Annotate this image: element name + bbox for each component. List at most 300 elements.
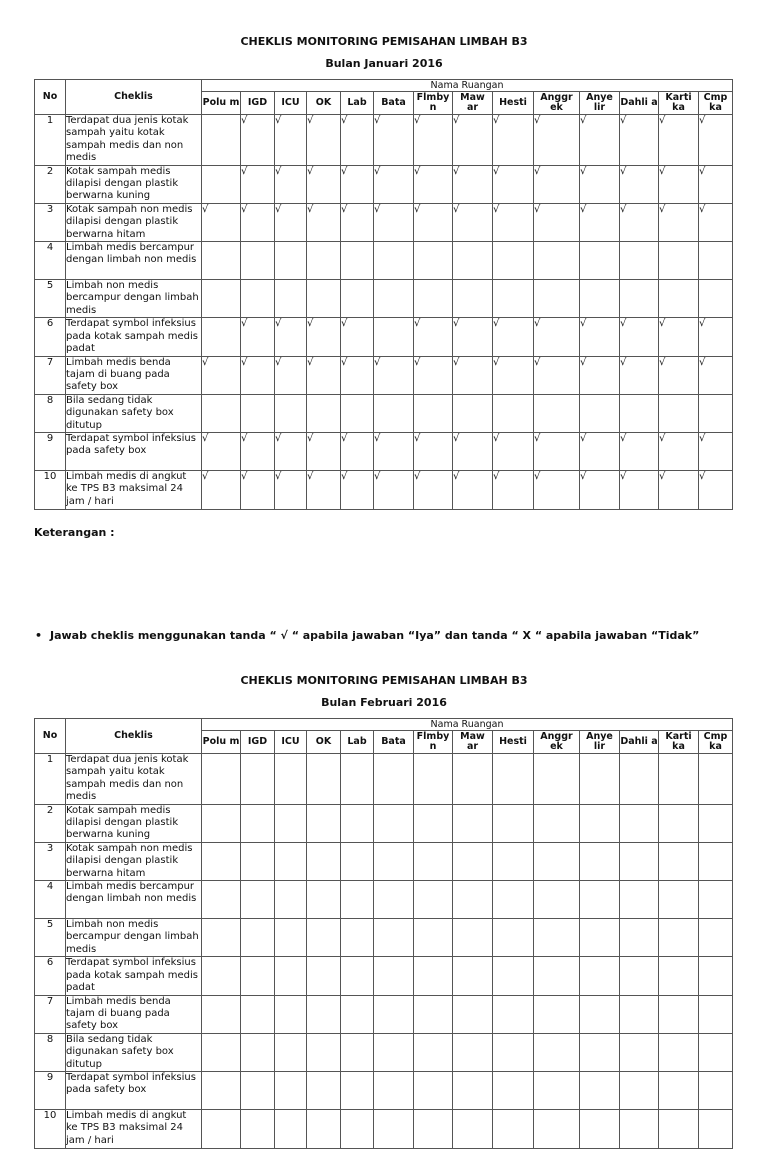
check-cell[interactable] [414, 995, 453, 1033]
check-cell[interactable] [580, 280, 620, 318]
check-cell[interactable]: √ [414, 115, 453, 166]
check-cell[interactable]: √ [580, 165, 620, 203]
check-cell[interactable] [659, 957, 699, 995]
check-cell[interactable]: √ [620, 432, 659, 470]
check-cell[interactable]: √ [620, 470, 659, 509]
table-row [35, 115, 733, 166]
check-cell[interactable] [414, 957, 453, 995]
check-cell[interactable]: √ [374, 115, 414, 166]
check-cell[interactable] [453, 394, 493, 432]
check-cell[interactable] [374, 804, 414, 842]
check-cell[interactable] [493, 242, 534, 280]
check-cell[interactable] [307, 804, 341, 842]
check-cell[interactable] [275, 1071, 307, 1109]
check-cell[interactable]: √ [307, 203, 341, 241]
check-cell[interactable] [580, 242, 620, 280]
check-cell[interactable] [534, 804, 580, 842]
check-cell[interactable] [275, 394, 307, 432]
check-cell[interactable] [275, 1109, 307, 1148]
check-cell[interactable] [414, 1071, 453, 1109]
check-cell[interactable] [699, 754, 733, 805]
check-cell[interactable] [275, 804, 307, 842]
check-cell[interactable] [414, 242, 453, 280]
check-cell[interactable]: √ [580, 470, 620, 509]
check-cell[interactable]: √ [341, 432, 374, 470]
check-cell[interactable] [202, 804, 241, 842]
check-cell[interactable]: √ [534, 470, 580, 509]
check-cell[interactable] [341, 804, 374, 842]
check-cell[interactable] [202, 115, 241, 166]
check-cell[interactable]: √ [241, 115, 275, 166]
check-cell[interactable]: √ [341, 203, 374, 241]
check-cell[interactable]: √ [241, 356, 275, 394]
check-cell[interactable]: √ [307, 115, 341, 166]
check-cell[interactable] [202, 919, 241, 957]
check-cell[interactable]: √ [414, 432, 453, 470]
check-cell[interactable] [241, 280, 275, 318]
check-cell[interactable]: √ [659, 470, 699, 509]
check-cell[interactable] [341, 754, 374, 805]
check-cell[interactable]: √ [659, 203, 699, 241]
check-cell[interactable] [580, 919, 620, 957]
check-cell[interactable] [620, 957, 659, 995]
check-cell[interactable]: √ [241, 470, 275, 509]
check-cell[interactable] [493, 842, 534, 880]
check-cell[interactable] [275, 1033, 307, 1071]
checklist-item: Kotak sampah medis dilapisi dengan plastik berwarna kuning [66, 804, 202, 842]
check-cell[interactable] [341, 842, 374, 880]
check-cell[interactable]: √ [307, 432, 341, 470]
check-cell[interactable] [307, 754, 341, 805]
check-cell[interactable]: √ [414, 318, 453, 356]
check-cell[interactable]: √ [275, 165, 307, 203]
check-cell[interactable] [307, 242, 341, 280]
check-cell[interactable] [493, 881, 534, 919]
check-cell[interactable] [275, 754, 307, 805]
check-cell[interactable]: √ [341, 356, 374, 394]
check-cell[interactable]: √ [659, 356, 699, 394]
check-cell[interactable]: √ [241, 203, 275, 241]
check-cell[interactable] [414, 280, 453, 318]
check-cell[interactable] [307, 394, 341, 432]
check-cell[interactable] [202, 1033, 241, 1071]
check-cell[interactable] [659, 1033, 699, 1071]
check-cell[interactable] [275, 995, 307, 1033]
check-cell[interactable]: √ [534, 203, 580, 241]
check-cell[interactable] [374, 881, 414, 919]
check-cell[interactable] [341, 919, 374, 957]
check-cell[interactable] [620, 242, 659, 280]
check-cell[interactable] [699, 394, 733, 432]
check-cell[interactable]: √ [275, 432, 307, 470]
check-cell[interactable]: √ [493, 432, 534, 470]
check-cell[interactable]: √ [699, 470, 733, 509]
check-cell[interactable] [307, 1109, 341, 1148]
check-cell[interactable] [341, 242, 374, 280]
check-cell[interactable] [620, 842, 659, 880]
check-cell[interactable]: √ [307, 165, 341, 203]
check-cell[interactable] [202, 881, 241, 919]
check-cell[interactable] [374, 394, 414, 432]
check-cell[interactable] [493, 754, 534, 805]
check-cell[interactable] [493, 1071, 534, 1109]
check-cell[interactable]: √ [341, 165, 374, 203]
check-cell[interactable] [580, 1109, 620, 1148]
check-cell[interactable] [580, 881, 620, 919]
check-cell[interactable] [699, 242, 733, 280]
check-cell[interactable] [241, 804, 275, 842]
check-cell[interactable] [202, 1071, 241, 1109]
check-cell[interactable] [414, 842, 453, 880]
check-cell[interactable]: √ [699, 165, 733, 203]
check-cell[interactable]: √ [493, 356, 534, 394]
check-cell[interactable] [493, 280, 534, 318]
check-cell[interactable] [659, 242, 699, 280]
check-cell[interactable] [534, 957, 580, 995]
check-cell[interactable] [534, 754, 580, 805]
check-cell[interactable]: √ [414, 356, 453, 394]
check-cell[interactable] [202, 1109, 241, 1148]
check-cell[interactable]: √ [493, 318, 534, 356]
checklist-item: Terdapat dua jenis kotak sampah yaitu kotak sampah medis dan non medis [66, 754, 202, 805]
check-cell[interactable]: √ [620, 203, 659, 241]
check-cell[interactable] [241, 242, 275, 280]
check-cell[interactable]: √ [580, 318, 620, 356]
check-cell[interactable] [241, 1033, 275, 1071]
check-cell[interactable]: √ [341, 115, 374, 166]
check-cell[interactable]: √ [374, 470, 414, 509]
check-cell[interactable] [659, 881, 699, 919]
check-cell[interactable] [659, 1071, 699, 1109]
check-cell[interactable]: √ [534, 432, 580, 470]
check-cell[interactable] [374, 957, 414, 995]
check-cell[interactable] [493, 919, 534, 957]
check-cell[interactable] [699, 1071, 733, 1109]
check-cell[interactable] [275, 242, 307, 280]
check-cell[interactable]: √ [659, 115, 699, 166]
check-cell[interactable] [493, 394, 534, 432]
check-cell[interactable] [307, 842, 341, 880]
check-cell[interactable] [374, 842, 414, 880]
check-cell[interactable] [374, 919, 414, 957]
check-cell[interactable]: √ [275, 470, 307, 509]
check-cell[interactable] [659, 919, 699, 957]
checklist-item: Bila sedang tidak digunakan safety box ditutup [66, 1033, 202, 1071]
check-cell[interactable] [414, 394, 453, 432]
check-cell[interactable] [534, 280, 580, 318]
check-cell[interactable]: √ [275, 318, 307, 356]
check-cell[interactable] [453, 754, 493, 805]
check-cell[interactable] [620, 1109, 659, 1148]
check-cell[interactable] [202, 394, 241, 432]
check-cell[interactable]: √ [307, 318, 341, 356]
check-cell[interactable] [659, 754, 699, 805]
check-cell[interactable]: √ [241, 165, 275, 203]
header-room: IGD [241, 731, 275, 754]
check-cell[interactable] [620, 394, 659, 432]
checklist-item: Limbah non medis bercampur dengan limbah medis [66, 919, 202, 957]
check-cell[interactable] [341, 394, 374, 432]
check-cell[interactable] [534, 881, 580, 919]
check-cell[interactable]: √ [275, 115, 307, 166]
check-cell[interactable]: √ [202, 356, 241, 394]
check-cell[interactable]: √ [580, 356, 620, 394]
check-cell[interactable] [241, 754, 275, 805]
check-cell[interactable] [307, 881, 341, 919]
check-cell[interactable] [699, 804, 733, 842]
check-cell[interactable] [341, 995, 374, 1033]
check-cell[interactable]: √ [453, 356, 493, 394]
check-cell[interactable] [374, 1071, 414, 1109]
check-cell[interactable]: √ [414, 470, 453, 509]
check-cell[interactable] [275, 919, 307, 957]
check-cell[interactable] [374, 318, 414, 356]
check-cell[interactable] [620, 1033, 659, 1071]
check-cell[interactable] [374, 280, 414, 318]
check-cell[interactable] [341, 1033, 374, 1071]
check-cell[interactable]: √ [699, 318, 733, 356]
check-cell[interactable]: √ [202, 432, 241, 470]
check-cell[interactable] [374, 1033, 414, 1071]
check-cell[interactable]: √ [580, 115, 620, 166]
table-row [35, 754, 733, 805]
check-cell[interactable] [699, 957, 733, 995]
check-cell[interactable] [414, 919, 453, 957]
check-cell[interactable]: √ [699, 432, 733, 470]
check-cell[interactable] [534, 919, 580, 957]
table-row [35, 356, 733, 394]
check-cell[interactable] [341, 1071, 374, 1109]
check-cell[interactable] [493, 1033, 534, 1071]
header-room: Dahli a [620, 92, 659, 115]
check-cell[interactable]: √ [620, 165, 659, 203]
check-cell[interactable] [534, 995, 580, 1033]
check-cell[interactable] [341, 1109, 374, 1148]
check-cell[interactable] [580, 804, 620, 842]
checklist-table-january [34, 79, 733, 510]
check-cell[interactable] [275, 881, 307, 919]
check-cell[interactable] [453, 804, 493, 842]
check-cell[interactable]: √ [241, 432, 275, 470]
check-cell[interactable] [659, 394, 699, 432]
check-cell[interactable]: √ [534, 115, 580, 166]
check-cell[interactable] [620, 881, 659, 919]
row-number: 6 [35, 957, 66, 995]
check-cell[interactable] [493, 804, 534, 842]
check-cell[interactable] [699, 881, 733, 919]
check-cell[interactable] [341, 957, 374, 995]
check-cell[interactable] [241, 919, 275, 957]
check-cell[interactable]: √ [493, 203, 534, 241]
row-number: 3 [35, 842, 66, 880]
check-cell[interactable]: √ [659, 318, 699, 356]
check-cell[interactable] [202, 165, 241, 203]
check-cell[interactable] [374, 754, 414, 805]
check-cell[interactable]: √ [341, 470, 374, 509]
header-room: Polu m [202, 92, 241, 115]
check-cell[interactable] [202, 242, 241, 280]
check-cell[interactable] [414, 804, 453, 842]
check-cell[interactable] [699, 1033, 733, 1071]
check-cell[interactable] [307, 995, 341, 1033]
check-cell[interactable] [307, 1033, 341, 1071]
check-cell[interactable] [374, 995, 414, 1033]
check-cell[interactable] [374, 1109, 414, 1148]
check-cell[interactable] [659, 842, 699, 880]
check-cell[interactable] [699, 995, 733, 1033]
row-number: 8 [35, 394, 66, 432]
check-cell[interactable]: √ [374, 356, 414, 394]
check-cell[interactable]: √ [620, 115, 659, 166]
check-cell[interactable] [307, 1071, 341, 1109]
check-cell[interactable] [453, 995, 493, 1033]
check-cell[interactable] [453, 1033, 493, 1071]
header-room: Maw ar [453, 92, 493, 115]
check-cell[interactable]: √ [453, 115, 493, 166]
check-cell[interactable] [580, 842, 620, 880]
check-cell[interactable]: √ [659, 432, 699, 470]
check-cell[interactable]: √ [659, 165, 699, 203]
check-cell[interactable] [659, 280, 699, 318]
check-cell[interactable]: √ [534, 356, 580, 394]
check-cell[interactable] [202, 995, 241, 1033]
check-cell[interactable] [453, 1109, 493, 1148]
check-cell[interactable] [453, 919, 493, 957]
check-cell[interactable]: √ [534, 165, 580, 203]
check-cell[interactable]: √ [202, 470, 241, 509]
check-cell[interactable]: √ [202, 203, 241, 241]
check-cell[interactable] [534, 1109, 580, 1148]
check-cell[interactable] [453, 280, 493, 318]
check-cell[interactable]: √ [493, 165, 534, 203]
check-cell[interactable] [580, 1033, 620, 1071]
check-cell[interactable]: √ [580, 432, 620, 470]
table-row [35, 432, 733, 470]
check-cell[interactable] [202, 957, 241, 995]
check-cell[interactable] [241, 394, 275, 432]
check-cell[interactable] [275, 842, 307, 880]
check-cell[interactable]: √ [493, 115, 534, 166]
check-cell[interactable] [241, 881, 275, 919]
check-cell[interactable]: √ [620, 356, 659, 394]
check-cell[interactable]: √ [414, 165, 453, 203]
check-cell[interactable] [620, 1071, 659, 1109]
check-cell[interactable] [241, 842, 275, 880]
checklist-item: Terdapat dua jenis kotak sampah yaitu kotak sampah medis dan non medis [66, 115, 202, 166]
check-cell[interactable] [659, 1109, 699, 1148]
check-cell[interactable]: √ [453, 165, 493, 203]
check-cell[interactable]: √ [341, 318, 374, 356]
check-cell[interactable] [534, 842, 580, 880]
checklist-item: Limbah medis di angkut ke TPS B3 maksimal 24 jam / hari [66, 1109, 202, 1148]
check-cell[interactable] [620, 804, 659, 842]
check-cell[interactable]: √ [241, 318, 275, 356]
check-cell[interactable] [241, 1109, 275, 1148]
check-cell[interactable]: √ [699, 203, 733, 241]
check-cell[interactable] [699, 1109, 733, 1148]
row-number: 7 [35, 995, 66, 1033]
check-cell[interactable] [580, 957, 620, 995]
check-cell[interactable] [241, 957, 275, 995]
check-cell[interactable]: √ [453, 432, 493, 470]
check-cell[interactable] [699, 280, 733, 318]
check-cell[interactable]: √ [275, 356, 307, 394]
check-cell[interactable] [534, 242, 580, 280]
check-cell[interactable]: √ [534, 318, 580, 356]
check-cell[interactable]: √ [374, 165, 414, 203]
check-cell[interactable] [453, 1071, 493, 1109]
check-cell[interactable] [202, 754, 241, 805]
check-cell[interactable] [493, 957, 534, 995]
check-cell[interactable] [374, 242, 414, 280]
check-cell[interactable] [414, 1109, 453, 1148]
check-cell[interactable]: √ [580, 203, 620, 241]
check-cell[interactable] [414, 1033, 453, 1071]
check-cell[interactable]: √ [374, 432, 414, 470]
check-cell[interactable] [307, 919, 341, 957]
check-cell[interactable] [699, 842, 733, 880]
check-cell[interactable] [275, 280, 307, 318]
check-cell[interactable]: √ [307, 356, 341, 394]
row-number: 8 [35, 1033, 66, 1071]
check-cell[interactable]: √ [414, 203, 453, 241]
check-cell[interactable] [534, 394, 580, 432]
check-cell[interactable] [341, 280, 374, 318]
check-cell[interactable] [534, 1071, 580, 1109]
check-cell[interactable] [580, 995, 620, 1033]
check-cell[interactable]: √ [699, 356, 733, 394]
check-cell[interactable] [202, 842, 241, 880]
check-cell[interactable]: √ [275, 203, 307, 241]
check-cell[interactable] [493, 1109, 534, 1148]
check-cell[interactable] [580, 1071, 620, 1109]
check-cell[interactable] [620, 754, 659, 805]
check-cell[interactable] [580, 754, 620, 805]
check-cell[interactable] [493, 995, 534, 1033]
check-cell[interactable] [241, 995, 275, 1033]
check-cell[interactable] [659, 804, 699, 842]
check-cell[interactable]: √ [453, 470, 493, 509]
check-cell[interactable] [620, 919, 659, 957]
check-cell[interactable] [202, 280, 241, 318]
check-cell[interactable] [341, 881, 374, 919]
check-cell[interactable] [414, 754, 453, 805]
check-cell[interactable] [307, 280, 341, 318]
check-cell[interactable] [453, 842, 493, 880]
check-cell[interactable]: √ [453, 203, 493, 241]
check-cell[interactable] [275, 957, 307, 995]
check-cell[interactable] [307, 957, 341, 995]
check-cell[interactable] [453, 242, 493, 280]
check-cell[interactable]: √ [307, 470, 341, 509]
check-cell[interactable]: √ [493, 470, 534, 509]
check-cell[interactable] [620, 280, 659, 318]
check-cell[interactable]: √ [620, 318, 659, 356]
check-cell[interactable]: √ [699, 115, 733, 166]
check-cell[interactable] [202, 318, 241, 356]
check-cell[interactable] [620, 995, 659, 1033]
check-cell[interactable] [659, 995, 699, 1033]
check-cell[interactable] [699, 919, 733, 957]
check-cell[interactable] [453, 957, 493, 995]
check-cell[interactable] [453, 881, 493, 919]
check-cell[interactable]: √ [453, 318, 493, 356]
check-cell[interactable] [241, 1071, 275, 1109]
check-cell[interactable] [580, 394, 620, 432]
check-cell[interactable] [414, 881, 453, 919]
check-cell[interactable] [534, 1033, 580, 1071]
check-cell[interactable]: √ [374, 203, 414, 241]
